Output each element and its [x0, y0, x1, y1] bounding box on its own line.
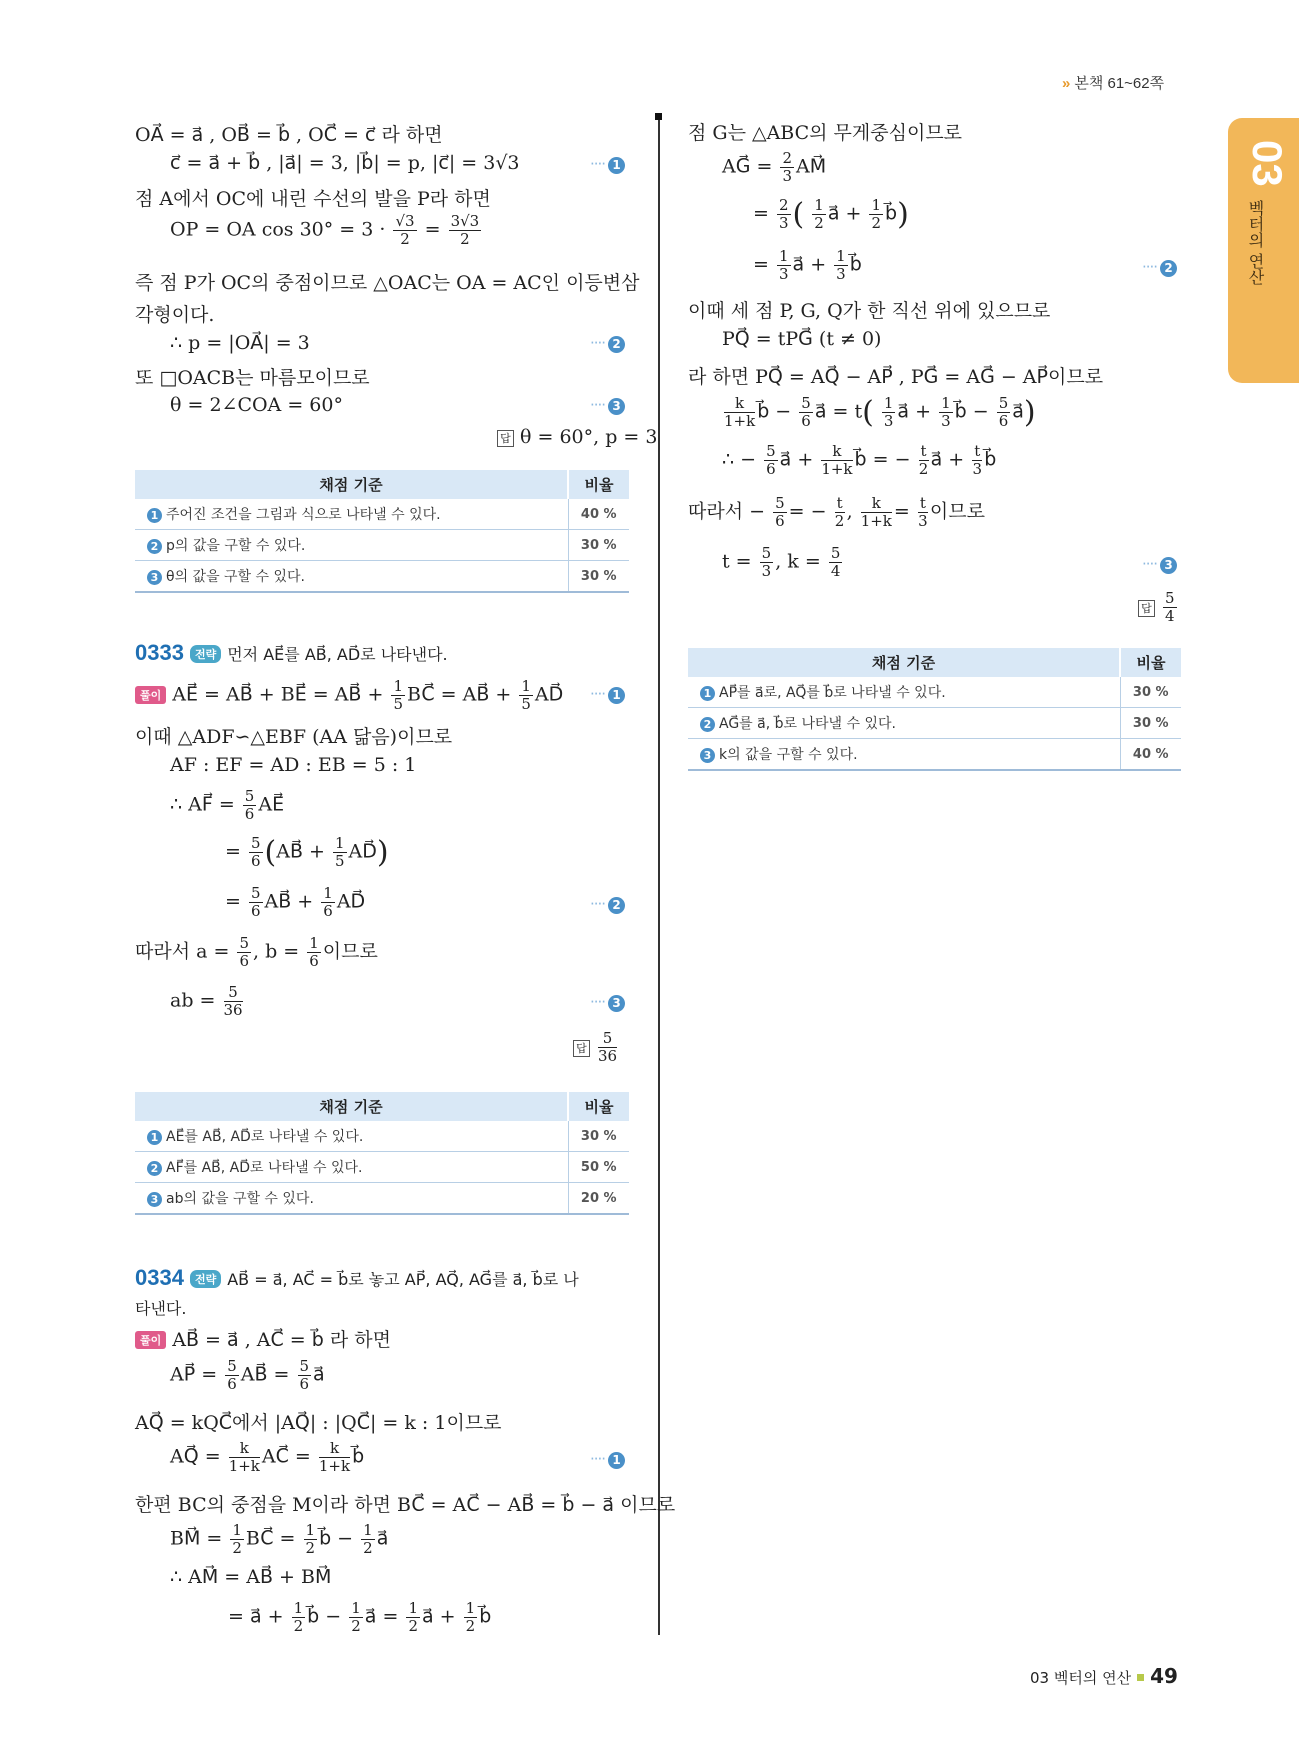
p332-line-4: OP = OA cos 30° = 3 · $\frac{√3}{2}$ = $\frac{3√3}{2}$ [170, 212, 480, 248]
p333-line-2: 이때 △ADF∽△EBF (AA 닮음)이므로 [135, 726, 453, 748]
r-line-1: 점 G는 △ABC의 무게중심이므로 [688, 122, 963, 144]
r-line-5: 이때 세 점 P, G, Q가 한 직선 위에 있으므로 [688, 300, 1051, 322]
page-reference: » 본책 61~62쪽 [1062, 75, 1165, 92]
p333-line-7: 따라서 a = $\frac{5}{6}$ , b = $\frac{1}{6}$ 이므로 [135, 934, 378, 970]
p334-line-6: BM⃗ = $\frac{1}{2}$ BC⃗ = $\frac{1}{2}$ b⃗ − $\frac{1}{2}$ a⃗ [170, 1521, 389, 1557]
grading-table-333: 채점 기준 비율 1 AE⃗를 AB⃗, AD⃗로 나타낼 수 있다. 30 % 2 AF⃗를 AB⃗, AD⃗로 나타낼 수 있다. 50 % 3 ab의 값을 구할 수 있다. 20 % [135, 1092, 629, 1215]
divider-marker [655, 113, 662, 120]
p333-line-4: ∴ AF⃗ = $\frac{5}{6}$ AE⃗ [170, 787, 285, 823]
step-ref-3: ···· 3 [590, 396, 625, 415]
p333-line-1: 풀이 AE⃗ = AB⃗ + BE⃗ = AB⃗ + $\frac{1}{5}$ BC⃗ = AB⃗ + $\frac{1}{5}$ AD⃗ [135, 678, 563, 713]
grading-table-332: 채점 기준 비율 1 주어진 조건을 그림과 식으로 나타낼 수 있다. 40 % 2 p의 값을 구할 수 있다. 30 % 3 θ의 값을 구할 수 있다. 30 % [135, 470, 629, 593]
r-line-10: 따라서 − $\frac{5}{6}$ = − $\frac{t}{2}$ , $\frac{k}{1+k}$ = $\frac{t}{3}$ 이므로 [688, 494, 985, 530]
r-line-9: ∴ − $\frac{5}{6}$ a⃗ + $\frac{k}{1+k}$ b⃗ = − $\frac{t}{2}$ a⃗ + $\frac{t}{3}$ b⃗ [722, 442, 997, 478]
step-ref-2: ···· 2 [590, 334, 625, 353]
page-number: 49 [1150, 1664, 1178, 1688]
p332-line-8: 또 □OACB는 마름모이므로 [135, 367, 370, 389]
p334-line-3: AQ⃗ = kQC⃗에서 |AQ⃗| : |QC⃗| = k : 1이므로 [135, 1412, 502, 1434]
p334-line-7: ∴ AM⃗ = AB⃗ + BM⃗ [170, 1566, 332, 1588]
p333-line-8: ab = $\frac{5}{36}$ [170, 983, 243, 1019]
p334-line-8: = a⃗ + $\frac{1}{2}$ b⃗ − $\frac{1}{2}$ a⃗ = $\frac{1}{2}$ a⃗ + $\frac{1}{2}$ b⃗ [228, 1599, 492, 1635]
footer-square-icon [1137, 1674, 1144, 1681]
p332-line-5: 즉 점 P가 OC의 중점이므로 △OAC는 OA = AC인 이등변삼 [135, 272, 640, 294]
step-ref-2: ···· 2 [590, 895, 625, 914]
r-line-11: t = $\frac{5}{3}$ , k = $\frac{5}{4}$ [722, 544, 841, 580]
p334-line-1: 풀이 AB⃗ = a⃗ , AC⃗ = b⃗ 라 하면 [135, 1325, 391, 1352]
problem-0333-heading: 0333 전략 먼저 AE⃗를 AB⃗, AD⃗로 나타낸다. [135, 640, 448, 665]
chapter-title: 벡터의 연산 [1246, 200, 1265, 286]
p332-line-1: OA⃗ = a⃗ , OB⃗ = b⃗ , OC⃗ = c⃗ 라 하면 [135, 124, 443, 146]
r-line-6: PQ⃗ = tPG⃗ (t ≠ 0) [722, 328, 882, 350]
grading-table-334: 채점 기준 비율 1 AP⃗를 a⃗로, AQ⃗를 b⃗로 나타낼 수 있다. 30 % 2 AG⃗를 a⃗, b⃗로 나타낼 수 있다. 30 % 3 k의 값을 구할 수 있다. 40 % [688, 648, 1181, 771]
p334-line-4: AQ⃗ = $\frac{k}{1+k}$ AC⃗ = $\frac{k}{1+k}$ b⃗ [170, 1439, 365, 1475]
step-ref-1: ···· 1 [590, 685, 625, 704]
step-ref-1: ···· 1 [590, 155, 625, 174]
r-line-4: = $\frac{1}{3}$ a⃗ + $\frac{1}{3}$ b⃗ [753, 247, 862, 283]
p333-line-3: AF : EF = AD : EB = 5 : 1 [170, 754, 417, 776]
answer-333: 답 $\frac{5}{36}$ [573, 1030, 619, 1065]
step-ref-1: ···· 1 [590, 1450, 625, 1469]
p334-strategy-cont: 타낸다. [135, 1299, 187, 1318]
step-ref-3: ···· 3 [1142, 555, 1177, 574]
p332-line-2: c⃗ = a⃗ + b⃗ , |a⃗| = 3, |b⃗| = p, |c⃗| = 3√3 [170, 152, 520, 174]
r-line-3: = $\frac{2}{3}$ ( $\frac{1}{2}$ a⃗ + $\frac{1}{2}$ b⃗) [753, 196, 909, 232]
p333-line-5: = $\frac{5}{6}$ (AB⃗ + $\frac{1}{5}$ AD⃗) [225, 834, 389, 870]
column-divider [658, 115, 660, 1635]
p332-line-9: θ = 2∠COA = 60° [170, 394, 343, 416]
p334-line-2: AP⃗ = $\frac{5}{6}$ AB⃗ = $\frac{5}{6}$ a⃗ [170, 1357, 325, 1393]
step-ref-3: ···· 3 [590, 993, 625, 1012]
answer-332: 답 θ = 60°, p = 3 [497, 426, 657, 448]
double-chevron-icon: » [1062, 75, 1071, 92]
step-ref-2: ···· 2 [1142, 258, 1177, 277]
p332-line-7: ∴ p = |OA⃗| = 3 [170, 332, 310, 354]
p332-line-3: 점 A에서 OC에 내린 수선의 발을 P라 하면 [135, 188, 491, 210]
page-footer: 03 벡터의 연산 49 [1030, 1664, 1178, 1688]
problem-0334-heading: 0334 전략 AB⃗ = a⃗, AC⃗ = b⃗로 놓고 AP⃗, AQ⃗, AG⃗를 a⃗, b⃗로 나 [135, 1265, 579, 1290]
p333-line-6: = $\frac{5}{6}$ AB⃗ + $\frac{1}{6}$ AD⃗ [225, 884, 366, 920]
p332-line-6: 각형이다. [135, 304, 215, 326]
chapter-number: 03 [1244, 140, 1291, 187]
r-line-7: 라 하면 PQ⃗ = AQ⃗ − AP⃗ , PG⃗ = AG⃗ − AP⃗이므로 [688, 366, 1104, 388]
r-line-8: $\frac{k}{1+k}$ b⃗ − $\frac{5}{6}$ a⃗ = t( $\frac{1}{3}$ a⃗ + $\frac{1}{3}$ b⃗ − $\frac{5}{6}$ a⃗) [724, 394, 1036, 430]
r-line-2: AG⃗ = $\frac{2}{3}$ AM⃗ [722, 149, 827, 185]
p334-line-5: 한편 BC의 중점을 M이라 하면 BC⃗ = AC⃗ − AB⃗ = b⃗ − a⃗ 이므로 [135, 1494, 676, 1516]
answer-334: 답 $\frac{5}{4}$ [1138, 590, 1179, 625]
